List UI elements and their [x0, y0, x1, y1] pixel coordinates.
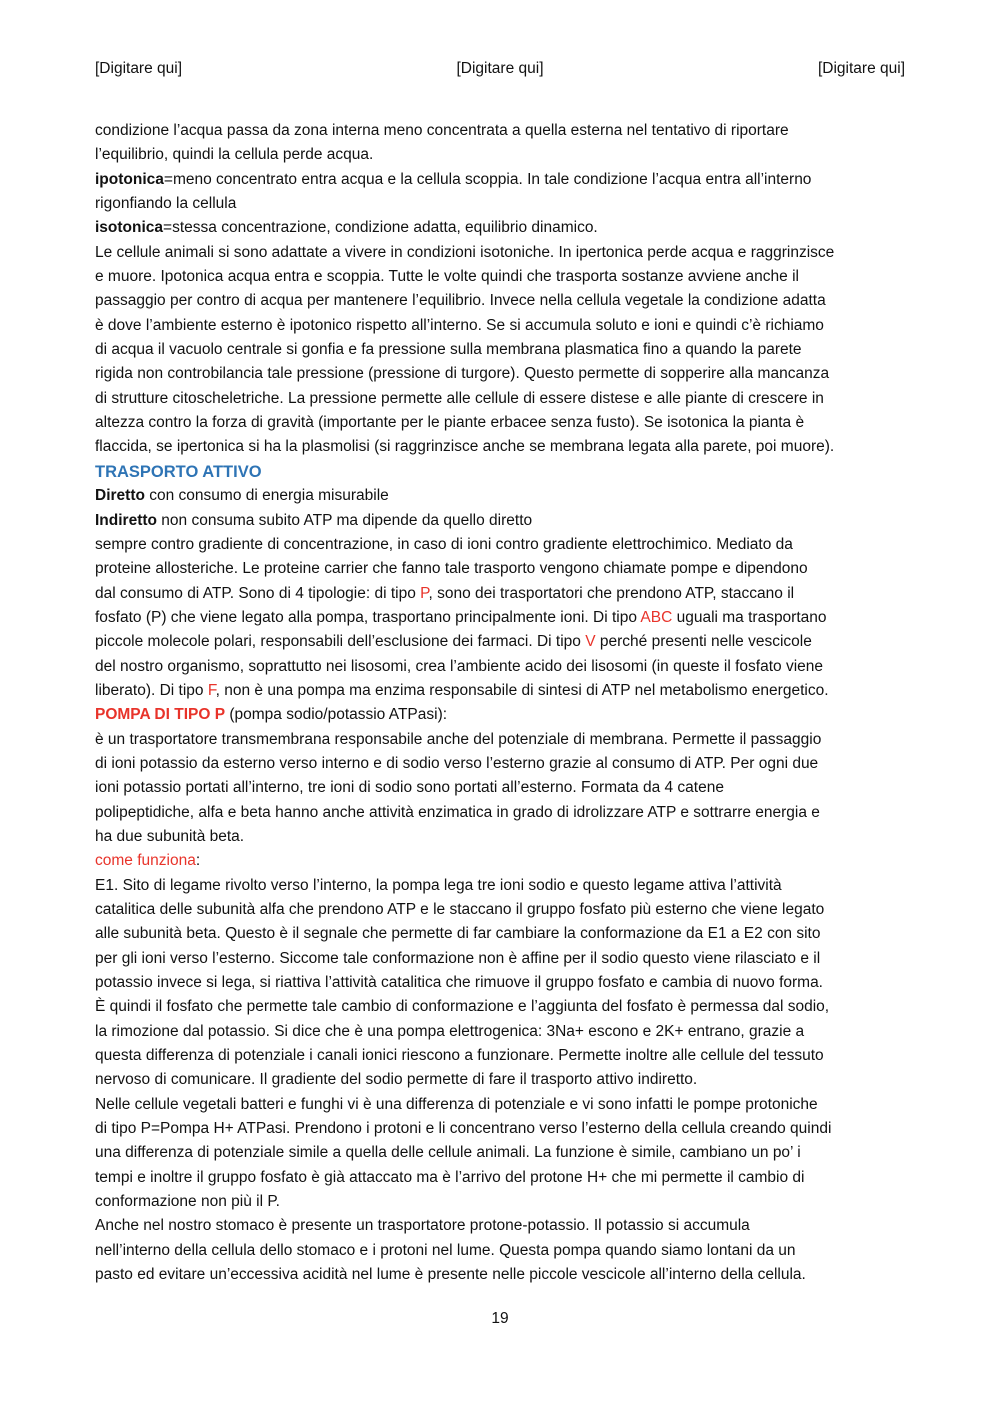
- text-segment: uguali ma trasportano: [672, 608, 827, 626]
- text-line: del nostro organismo, soprattutto nei lisosomi, crea l’ambiente acido dei lisosomi (in queste il fosfato viene: [95, 657, 824, 675]
- text-line: la rimozione dal potassio. Si dice che è una pompa elettrogenica: 3Na+ escono e 2K+ entrano, grazie a: [95, 1022, 805, 1040]
- text-line: una differenza di potenziale simile a quella delle cellule animali. La funzione è simile, cambiano un po’ i: [95, 1144, 801, 1162]
- text-segment: , non è una pompa ma enzima responsabile di sintesi di ATP nel metabolismo energetico.: [215, 681, 829, 699]
- text-line: polipeptidiche, alfa e beta hanno anche attività enzimatica in grado di idrolizzare ATP e sottrarre energia e: [95, 803, 820, 821]
- text-line: [95, 679, 905, 703]
- text-line: nervoso di comunicare. Il gradiente del sodio permette di fare il trasporto attivo indiretto.: [95, 1071, 698, 1089]
- definition-isotonica: [95, 216, 905, 240]
- text-segment: dal consumo di ATP. Sono di 4 tipologie: di tipo: [95, 584, 421, 602]
- text-line: alle subunità beta. Questo è il segnale che permette di far cambiare la conformazione da E1 a E2 con sito: [95, 925, 821, 943]
- text-line: altezza contro la forza di gravità (importante per le piante erbacee senza fusto). Se isotonica la pianta è: [95, 414, 805, 432]
- definition-diretto: [95, 484, 905, 508]
- text-line: di strutture citoscheletriche. La pressione permette alle cellule di essere distese e alle piante di crescere in: [95, 389, 824, 407]
- pump-type-v: V: [585, 633, 596, 651]
- text-segment: fosfato (P) che viene legato alla pompa, trasportano principalmente ioni. Di tipo: [95, 608, 641, 626]
- text-line: Le cellule animali si sono adattate a vivere in condizioni isotoniche. In ipertonica perde acqua e raggrinzisce: [95, 243, 835, 261]
- text-line: nell’interno della cellula dello stomaco e i protoni nel lume. Questa pompa quando siamo lontani da un: [95, 1241, 796, 1259]
- text-segment: liberato). Di tipo: [95, 681, 208, 699]
- section-heading-pompa-tipo-p: [95, 703, 905, 727]
- heading-pompa-tipo-p: POMPA DI TIPO P: [95, 706, 226, 724]
- pump-type-f: F: [207, 681, 216, 699]
- page-header: [95, 60, 905, 84]
- term-ipotonica: ipotonica: [95, 170, 164, 188]
- text-line: di ioni potassio da esterno verso interno e di sodio verso l’esterno grazie al consumo di ATP. Per ogni due: [95, 754, 819, 772]
- text-line: sempre contro gradiente di concentrazione, in caso di ioni contro gradiente elettrochimico. Mediato da: [95, 535, 793, 553]
- text-line: E1. Sito di legame rivolto verso l’interno, la pompa lega tre ioni sodio e questo legame attiva l’attività: [95, 876, 782, 894]
- text-line: di tipo P=Pompa H+ ATPasi. Prendono i protoni e li concentrano verso l’esterno della cellula creando quindi: [95, 1120, 832, 1138]
- text-line: questa differenza di potenziale i canali ionici riescono a funzionare. Permette inoltre alle cellule del tessuto: [95, 1047, 824, 1065]
- text-line: rigonfiando la cellula: [95, 195, 237, 213]
- definition-text: =stessa concentrazione, condizione adatta, equilibrio dinamico.: [163, 219, 598, 237]
- header-center: [Digitare qui]: [456, 60, 544, 77]
- text-line: l’equilibrio, quindi la cellula perde acqua.: [95, 146, 374, 164]
- subheading-label: come funziona: [95, 852, 196, 870]
- heading-subtitle: (pompa sodio/potassio ATPasi):: [225, 706, 448, 724]
- definition-ipotonica: [95, 168, 905, 192]
- text-segment: perché presenti nelle vescicole: [595, 633, 812, 651]
- text-line: pasto ed evitare un’eccessiva acidità nel lume è presente nelle piccole vescicole all’interno della cellula.: [95, 1266, 806, 1284]
- text-line: rigida non controbilancia tale pressione (pressione di turgore). Questo permette di sopperire alla mancanza: [95, 365, 830, 383]
- definition-text: =meno concentrato entra acqua e la cellula scoppia. In tale condizione l’acqua entra all’interno: [163, 170, 812, 188]
- subheading-come-funziona: [95, 849, 905, 873]
- text-line: e muore. Ipotonica acqua entra e scoppia. Tutte le volte quindi che trasporta sostanze avviene anche il: [95, 268, 799, 286]
- text-line: condizione l’acqua passa da zona interna meno concentrata a quella esterna nel tentativo di riportare: [95, 122, 789, 139]
- definition-indiretto: [95, 509, 905, 533]
- term-indiretto: Indiretto: [95, 511, 157, 529]
- text-line: passaggio per contro di acqua per mantenere l’equilibrio. Invece nella cellula vegetale la condizione adatta: [95, 292, 826, 310]
- text-segment: piccole molecole polari, responsabili dell’esclusione dei farmaci. Di tipo: [95, 633, 586, 651]
- text-line: conformazione non più il P.: [95, 1193, 280, 1211]
- text-line: [95, 630, 905, 654]
- definition-text: con consumo di energia misurabile: [144, 487, 389, 505]
- pump-type-abc: ABC: [640, 608, 673, 626]
- text-line: potassio invece si lega, si riattiva l’attività catalitica che rimuove il gruppo fosfato e cambia di nuovo forma.: [95, 974, 823, 992]
- text-line: catalitica delle subunità alfa che prendono ATP e le staccano il gruppo fosfato più esterno che viene legato: [95, 901, 825, 918]
- text-line: ioni potassio portati all’interno, tre ioni di sodio sono portati all’esterno. Formata da 4 catene: [95, 779, 724, 797]
- section-heading-trasporto-attivo: TRASPORTO ATTIVO: [95, 462, 262, 481]
- header-left: [Digitare qui]: [95, 60, 183, 77]
- text-line: di acqua il vacuolo centrale si gonfia e fa pressione sulla membrana plasmatica fino a quando la parete: [95, 341, 802, 359]
- definition-text: non consuma subito ATP ma dipende da quello diretto: [157, 511, 533, 529]
- term-isotonica: isotonica: [95, 219, 164, 237]
- pump-type-p: P: [420, 584, 429, 602]
- text-line: tempi e inoltre il gruppo fosfato è già attaccato ma è l’arrivo del protone H+ che mi permette il cambio di: [95, 1168, 805, 1186]
- text-line: è un trasportatore transmembrana responsabile anche del potenziale di membrana. Permette il passaggio: [95, 730, 822, 748]
- text-line: proteine allosteriche. Le proteine carrier che fanno tale trasporto vengono chiamate pompe e dipendono: [95, 560, 808, 578]
- text-line: [95, 582, 905, 606]
- document-body: [95, 119, 905, 1288]
- text-line: è dove l’ambiente esterno è ipotonico rispetto all’interno. Se si accumula soluto e ioni e quindi c’è richiamo: [95, 316, 824, 334]
- page-number: 19: [491, 1310, 509, 1327]
- header-right: [Digitare qui]: [817, 60, 905, 77]
- text-line: Nelle cellule vegetali batteri e funghi vi è una differenza di potenziale e vi sono infatti le pompe protoniche: [95, 1095, 818, 1113]
- text-segment: , sono dei trasportatori che prendono ATP, staccano il: [428, 584, 795, 602]
- text-line: per gli ioni verso l’esterno. Siccome tale conformazione non è affine per il sodio questo viene rilasciato e il: [95, 949, 821, 967]
- text-line: Anche nel nostro stomaco è presente un trasportatore protone-potassio. Il potassio si accumula: [95, 1217, 750, 1235]
- text-line: [95, 606, 905, 630]
- text-line: flaccida, se ipertonica si ha la plasmolisi (si raggrinzisce anche se membrana legata alla parete, poi muore).: [95, 438, 835, 456]
- text-line: ha due subunità beta.: [95, 827, 245, 845]
- text-line: È quindi il fosfato che permette tale cambio di conformazione e l’aggiunta del fosfato è permessa dal sodio,: [95, 998, 830, 1016]
- text-segment: :: [195, 852, 201, 870]
- term-diretto: Diretto: [95, 487, 145, 505]
